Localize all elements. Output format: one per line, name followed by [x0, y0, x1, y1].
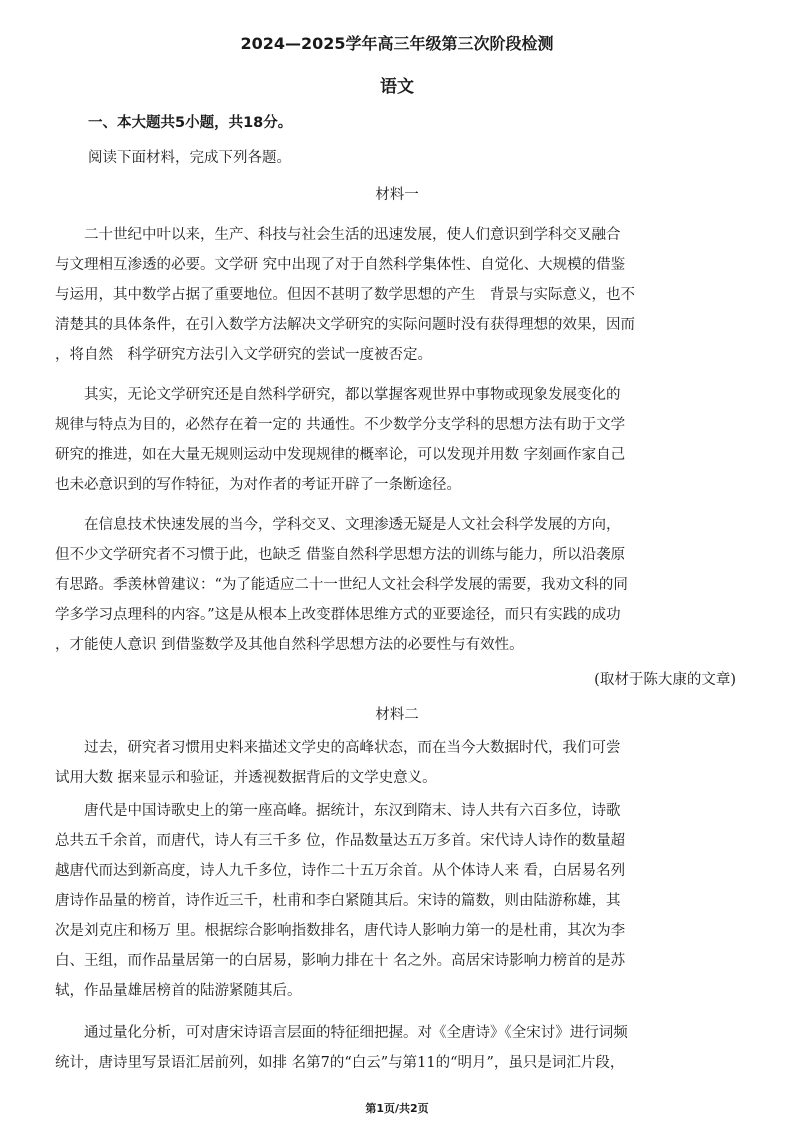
material-two-paragraph-3 [55, 1018, 745, 1078]
material-one-paragraph-3 [55, 510, 745, 660]
text-line: ，才能使人意识 到借鉴数学及其他自然科学思想方法的必要性与有效性。 [55, 637, 524, 653]
material-one-title: 材料一 [375, 187, 419, 203]
text-line: 在信息技术快速发展的当今，学科交叉、文理渗透无疑是人文社会科学发展的方向， [55, 517, 621, 533]
subject-title: 语文 [380, 77, 414, 97]
text-line: 学多学习点理科的内容。”这是从根本上改变群体思维方式的亚要途径，而只有实践的成功 [55, 607, 621, 623]
text-line: 研究的推进，如在大量无规则运动中发现规律的概率论，可以发现并用数 字刻画作家自己 [55, 447, 626, 463]
material-two-paragraph-1 [55, 733, 745, 793]
text-line: 唐代是中国诗歌史上的第一座高峰。据统计，东汉到隋末、诗人共有六百多位，诗歌 [55, 803, 621, 819]
text-line: 通过量化分析，可对唐宋诗语言层面的特征细把握。对《全唐诗》《全宋讨》进行词频 [55, 1025, 628, 1041]
section-heading: 一、本大题共5小题，共18分。 [88, 115, 293, 131]
text-line: 与运用，其中数学占据了重要地位。但因不甚明了数学思想的产生 背景与实际意义，也不 [55, 287, 635, 303]
material-one-source: (取材于陈大康的文章) [594, 672, 736, 688]
text-line: 轼，作品量雄居榜首的陆游紧随其后。 [55, 983, 302, 999]
exam-title: 2024—2025学年高三年级第三次阶段检测 [240, 34, 554, 53]
text-line: 有思路。季羡林曾建议：“为了能适应二十一世纪人文社会科学发展的需要，我劝文科的同 [55, 577, 628, 593]
text-line: 也未必意识到的写作特征，为对作者的考证开辟了一条断途径。 [55, 477, 461, 493]
text-line: 次是刘克庄和杨万 里。根据综合影响指数排名，唐代诗人影响力第一的是杜甫，其次为李 [55, 923, 626, 939]
text-line: 唐诗作品量的榜首，诗作近三千，杜甫和李白紧随其后。宋诗的篇数，则由陆游称雄，其 [55, 893, 621, 909]
text-line: 白、王组，而作品量居第一的白居易，影响力排在十 名之外。高居宋诗影响力榜首的是苏 [55, 953, 626, 969]
text-line: ，将自然 科学研究方法引入文学研究的尝试一度被否定。 [55, 347, 432, 363]
text-line: 试用大数 据来显示和验证，并透视数据背后的文学史意义。 [55, 770, 437, 786]
material-one-paragraph-2 [55, 380, 745, 500]
text-line: 规律与特点为目的，必然存在着一定的 共通性。不少数学分支学科的思想方法有助于文学 [55, 417, 626, 433]
material-one-paragraph-1 [55, 220, 745, 370]
text-line: 与文理相互渗透的必要。文学研 究中出现了对于自然科学集体性、自觉化、大规模的借鉴 [55, 257, 626, 273]
material-two-title: 材料二 [375, 707, 419, 723]
text-line: 清楚其的具体条件，在引入数学方法解决文学研究的实际问题时没有获得理想的效果，因而 [55, 317, 635, 333]
text-line: 其实，无论文学研究还是自然科学研究，都以掌握客观世界中事物或现象发展变化的 [55, 387, 621, 403]
text-line: 总共五千余首，而唐代，诗人有三千多 位，作品数量达五万多首。宋代诗人诗作的数量超 [55, 833, 626, 849]
text-line: 越唐代而达到新高度，诗人九千多位，诗作二十五万余首。从个体诗人来 看，白居易名列 [55, 863, 626, 879]
text-line: 但不少文学研究者不习惯于此，也缺乏 借鉴自然科学思想方法的训练与能力，所以沿袭原 [55, 547, 626, 563]
text-line: 二十世纪中叶以来，生产、科技与社会生活的迅速发展，使人们意识到学科交叉融合 [55, 227, 621, 243]
text-line: 统计，唐诗里写景语汇居前列，如排 名第7的“白云”与第11的“明月”，虽只是词汇片段， [55, 1055, 625, 1071]
page-number: 第1页/共2页 [365, 1102, 429, 1115]
section-instruction: 阅读下面材料，完成下列各题。 [88, 150, 291, 166]
text-line: 过去，研究者习惯用史料来描述文学史的高峰状态，而在当今大数据时代，我们可尝 [55, 740, 621, 756]
material-two-paragraph-2 [55, 796, 745, 1006]
